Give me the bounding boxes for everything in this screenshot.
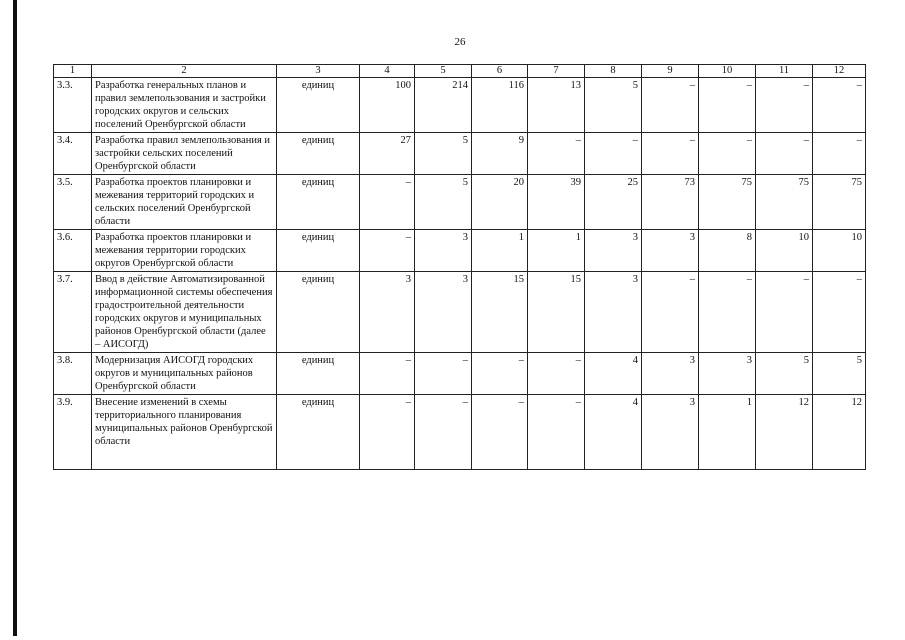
row-title: Модернизация АИСОГД городских округов и муниципальных районов Оренбургской области	[92, 353, 277, 395]
row-value: 15	[472, 272, 528, 353]
row-value: 20	[472, 175, 528, 230]
column-header: 2	[92, 65, 277, 78]
column-header: 12	[813, 65, 866, 78]
row-value: 75	[813, 175, 866, 230]
row-value: 75	[699, 175, 756, 230]
row-unit: единиц	[277, 353, 360, 395]
row-value: 1	[472, 230, 528, 272]
row-value: –	[415, 353, 472, 395]
row-unit: единиц	[277, 395, 360, 470]
row-value: –	[756, 78, 813, 133]
column-header: 1	[54, 65, 92, 78]
row-value: –	[472, 395, 528, 470]
row-value: 3	[699, 353, 756, 395]
row-value: –	[360, 395, 415, 470]
row-value: 116	[472, 78, 528, 133]
row-value: 5	[756, 353, 813, 395]
row-value: 4	[585, 353, 642, 395]
row-number: 3.4.	[54, 133, 92, 175]
row-value: 8	[699, 230, 756, 272]
row-value: 15	[528, 272, 585, 353]
row-unit: единиц	[277, 175, 360, 230]
row-title: Внесение изменений в схемы территориального планирования муниципальных районов Оренбургской области	[92, 395, 277, 470]
row-value: –	[360, 353, 415, 395]
row-unit: единиц	[277, 78, 360, 133]
row-value: –	[813, 133, 866, 175]
row-value: 1	[699, 395, 756, 470]
row-value: 9	[472, 133, 528, 175]
row-value: 12	[756, 395, 813, 470]
row-value: –	[756, 272, 813, 353]
column-header: 3	[277, 65, 360, 78]
row-value: 73	[642, 175, 699, 230]
column-header: 11	[756, 65, 813, 78]
column-header: 10	[699, 65, 756, 78]
table-row	[54, 272, 866, 353]
row-title: Разработка правил землепользования и застройки сельских поселений Оренбургской области	[92, 133, 277, 175]
table-row	[54, 133, 866, 175]
row-value: –	[642, 78, 699, 133]
row-value: 75	[756, 175, 813, 230]
row-value: –	[360, 175, 415, 230]
row-value: –	[528, 133, 585, 175]
row-value: 13	[528, 78, 585, 133]
row-value: 27	[360, 133, 415, 175]
row-value: –	[813, 78, 866, 133]
row-unit: единиц	[277, 133, 360, 175]
table-row	[54, 78, 866, 133]
row-value: 3	[585, 272, 642, 353]
table-row	[54, 230, 866, 272]
column-header: 9	[642, 65, 699, 78]
row-unit: единиц	[277, 272, 360, 353]
row-value: 3	[415, 272, 472, 353]
row-number: 3.9.	[54, 395, 92, 470]
row-value: 39	[528, 175, 585, 230]
page-number: 26	[454, 36, 466, 48]
header-row	[54, 65, 866, 78]
row-value: –	[642, 272, 699, 353]
data-table	[53, 64, 866, 470]
row-number: 3.3.	[54, 78, 92, 133]
row-value: 3	[585, 230, 642, 272]
row-value: –	[585, 133, 642, 175]
row-unit: единиц	[277, 230, 360, 272]
row-value: 100	[360, 78, 415, 133]
row-title: Разработка генеральных планов и правил землепользования и застройки городских округов и сельских поселений Оренбургской области	[92, 78, 277, 133]
row-value: 10	[813, 230, 866, 272]
row-value: 214	[415, 78, 472, 133]
row-value: 12	[813, 395, 866, 470]
row-value: 3	[642, 395, 699, 470]
table-row	[54, 395, 866, 470]
row-value: 5	[813, 353, 866, 395]
row-value: –	[528, 353, 585, 395]
row-value: –	[699, 133, 756, 175]
row-value: –	[642, 133, 699, 175]
row-value: –	[415, 395, 472, 470]
row-value: –	[813, 272, 866, 353]
row-title: Ввод в действие Автоматизированной информационной системы обеспечения градостроительной деятельности городских округов и муниципальных районов Оренбургской области (далее – АИСОГД)	[92, 272, 277, 353]
table-row	[54, 353, 866, 395]
column-header: 7	[528, 65, 585, 78]
column-header: 6	[472, 65, 528, 78]
row-number: 3.6.	[54, 230, 92, 272]
row-value: 25	[585, 175, 642, 230]
row-title: Разработка проектов планировки и межевания территорий городских и сельских поселений Оренбургской области	[92, 175, 277, 230]
left-margin-bar	[13, 0, 17, 636]
column-header: 4	[360, 65, 415, 78]
row-value: –	[360, 230, 415, 272]
row-value: –	[472, 353, 528, 395]
row-value: 4	[585, 395, 642, 470]
row-value: 10	[756, 230, 813, 272]
row-value: 5	[415, 175, 472, 230]
row-number: 3.8.	[54, 353, 92, 395]
row-value: 5	[415, 133, 472, 175]
row-value: –	[699, 78, 756, 133]
row-value: 1	[528, 230, 585, 272]
row-title: Разработка проектов планировки и межевания территории городских округов Оренбургской области	[92, 230, 277, 272]
row-value: 3	[642, 230, 699, 272]
table-row	[54, 175, 866, 230]
row-value: –	[528, 395, 585, 470]
row-number: 3.5.	[54, 175, 92, 230]
row-value: 5	[585, 78, 642, 133]
row-value: 3	[360, 272, 415, 353]
column-header: 8	[585, 65, 642, 78]
row-value: 3	[415, 230, 472, 272]
row-value: –	[756, 133, 813, 175]
row-value: 3	[642, 353, 699, 395]
column-header: 5	[415, 65, 472, 78]
row-value: –	[699, 272, 756, 353]
row-number: 3.7.	[54, 272, 92, 353]
